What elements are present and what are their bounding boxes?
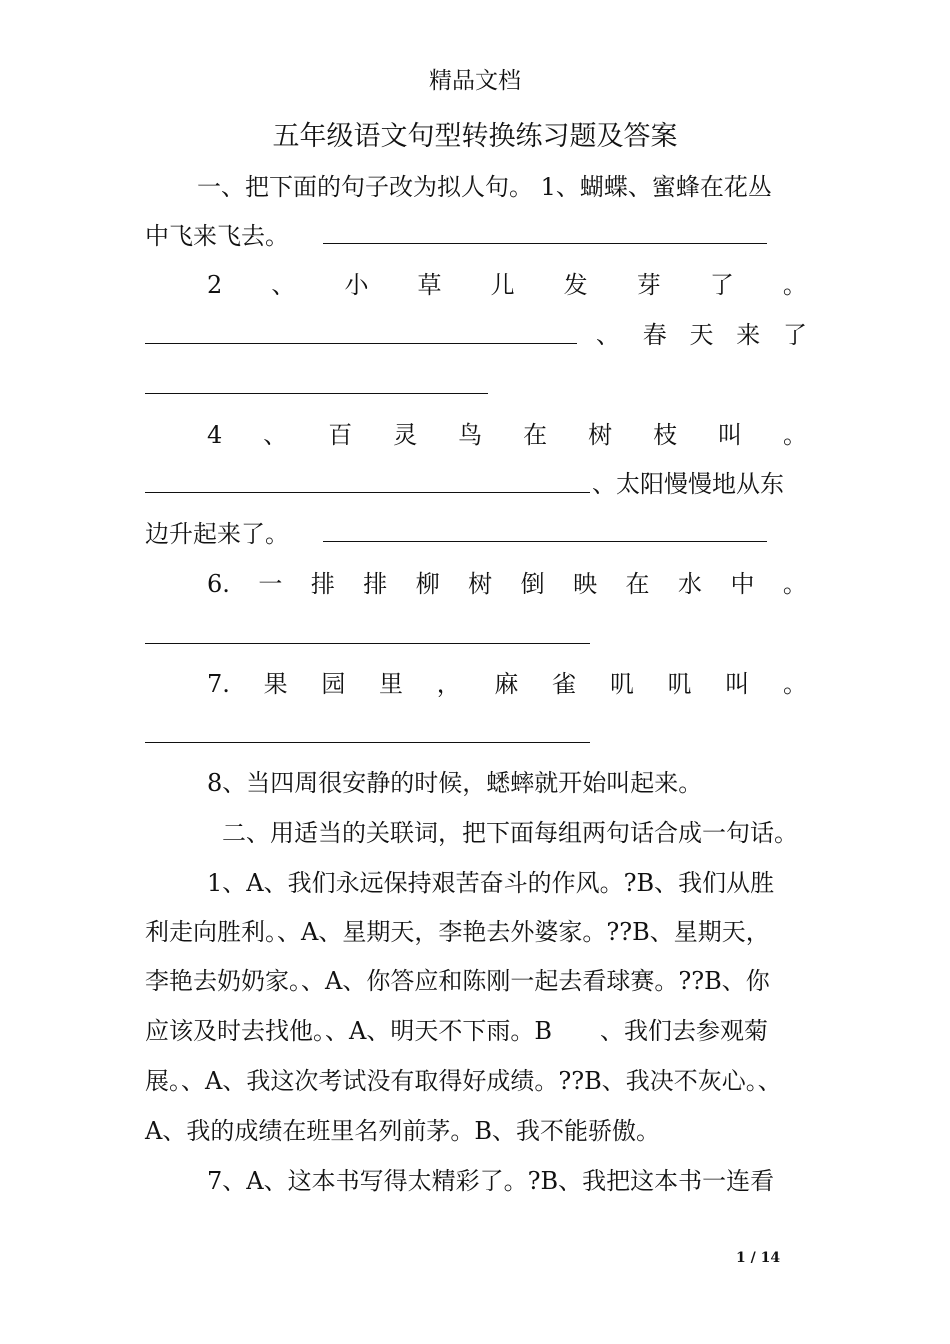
item8-line	[145, 768, 807, 798]
item6-char: 排	[363, 570, 388, 598]
item4-char: 4	[207, 421, 223, 449]
item6-char: 6.	[207, 570, 230, 598]
answer-blank	[145, 742, 590, 743]
item2-char: 芽	[636, 271, 661, 299]
section1-intro-line1	[145, 172, 807, 202]
item6-line	[145, 569, 807, 599]
page-header: 精品文档	[429, 68, 521, 94]
section2-text: 7、A、这本书写得太精彩了。?B、我把这本书一连看	[207, 1167, 775, 1195]
item3-char: 了	[783, 321, 807, 349]
item3-line	[596, 320, 807, 350]
item5-text: 、太阳慢慢地从东	[592, 470, 784, 498]
item3-char: 春	[642, 321, 667, 349]
item7-char: 叽	[609, 670, 634, 698]
section2-text: 1、A、我们永远保持艰苦奋斗的作风。?B、我们从胜	[207, 869, 775, 897]
section2-heading	[222, 818, 822, 848]
item3-char: 来	[736, 321, 761, 349]
document-title: 五年级语文句型转换练习题及答案	[272, 121, 678, 152]
item4-char: 树	[588, 421, 613, 449]
item6-char: 排	[310, 570, 335, 598]
item7-char: 麻	[494, 670, 519, 698]
item7-char: ，	[436, 670, 461, 698]
item6-char: 在	[625, 570, 650, 598]
answer-blank	[145, 393, 488, 394]
page-number: 1 / 14	[736, 1250, 781, 1266]
section2-text: A、我的成绩在班里名列前茅。B、我不能骄傲。	[145, 1117, 660, 1145]
item4-char: 百	[328, 421, 353, 449]
item6-char: 中	[730, 570, 755, 598]
item4-char: 鸟	[458, 421, 483, 449]
item2-char: 草	[417, 271, 442, 299]
item4-char: 在	[523, 421, 548, 449]
item5-line2	[145, 519, 807, 549]
item7-char: 园	[321, 670, 346, 698]
answer-blank	[145, 492, 590, 493]
item1-continuation: 中飞来飞去。	[145, 222, 289, 250]
item7-char: 果	[263, 670, 288, 698]
section2-line	[145, 1066, 807, 1096]
item6-char: 。	[782, 570, 807, 598]
section2-line	[145, 868, 807, 898]
item2-char: 发	[563, 271, 588, 299]
item2-char: 了	[709, 271, 734, 299]
item6-char: 水	[677, 570, 702, 598]
item7-char: 里	[379, 670, 404, 698]
item7-char: 7.	[207, 670, 230, 698]
item6-char: 倒	[520, 570, 545, 598]
item6-char: 树	[468, 570, 493, 598]
answer-blank	[323, 525, 767, 542]
item5-continuation: 边升起来了。	[145, 520, 289, 548]
answer-blank	[323, 227, 767, 244]
item4-char: 灵	[393, 421, 418, 449]
item4-char: 。	[783, 421, 807, 449]
item3-char: 天	[689, 321, 714, 349]
item2-char: 小	[344, 271, 369, 299]
item3-char: 、	[596, 321, 620, 349]
item6-char: 一	[258, 570, 283, 598]
item2-char: 、	[271, 271, 296, 299]
item4-char: 枝	[653, 421, 678, 449]
item6-char: 映	[573, 570, 598, 598]
item4-line	[145, 420, 807, 450]
item6-char: 柳	[415, 570, 440, 598]
section2-text: 展。、A、我这次考试没有取得好成绩。??B、我决不灰心。、	[145, 1067, 782, 1095]
section1-intro-text: 一、把下面的句子改为拟人句。 1、蝴蝶、蜜蜂在花丛	[197, 173, 772, 201]
section2-line	[145, 1116, 807, 1146]
section2-text: 应该及时去找他。、A、明天不下雨。B 、我们去参观菊	[145, 1017, 768, 1045]
item2-char: 儿	[490, 271, 515, 299]
answer-blank	[145, 343, 577, 344]
item4-char: 、	[263, 421, 288, 449]
section1-intro-line2	[145, 221, 807, 251]
section2-heading-text: 二、用适当的关联词，把下面每组两句话合成一句话。	[222, 819, 798, 847]
item7-char: 雀	[552, 670, 577, 698]
item7-line	[145, 669, 807, 699]
item7-char: 叫	[725, 670, 750, 698]
item7-char: 。	[782, 670, 807, 698]
item4-char: 叫	[718, 421, 743, 449]
item2-char: 2	[207, 271, 223, 299]
section2-line	[145, 917, 807, 947]
item8-text: 8、当四周很安静的时候，蟋蟀就开始叫起来。	[207, 769, 703, 797]
section2-line	[145, 1166, 807, 1196]
section2-line	[145, 966, 807, 996]
item5-line1	[592, 469, 807, 499]
section2-text: 利走向胜利。、A、星期天，李艳去外婆家。??B、星期天，	[145, 918, 770, 946]
item7-char: 叽	[667, 670, 692, 698]
item2-char: 。	[782, 271, 807, 299]
section2-line	[145, 1016, 807, 1046]
section2-text: 李艳去奶奶家。、A、你答应和陈刚一起去看球赛。??B、你	[145, 967, 770, 995]
item2-line	[145, 270, 807, 300]
answer-blank	[145, 643, 590, 644]
